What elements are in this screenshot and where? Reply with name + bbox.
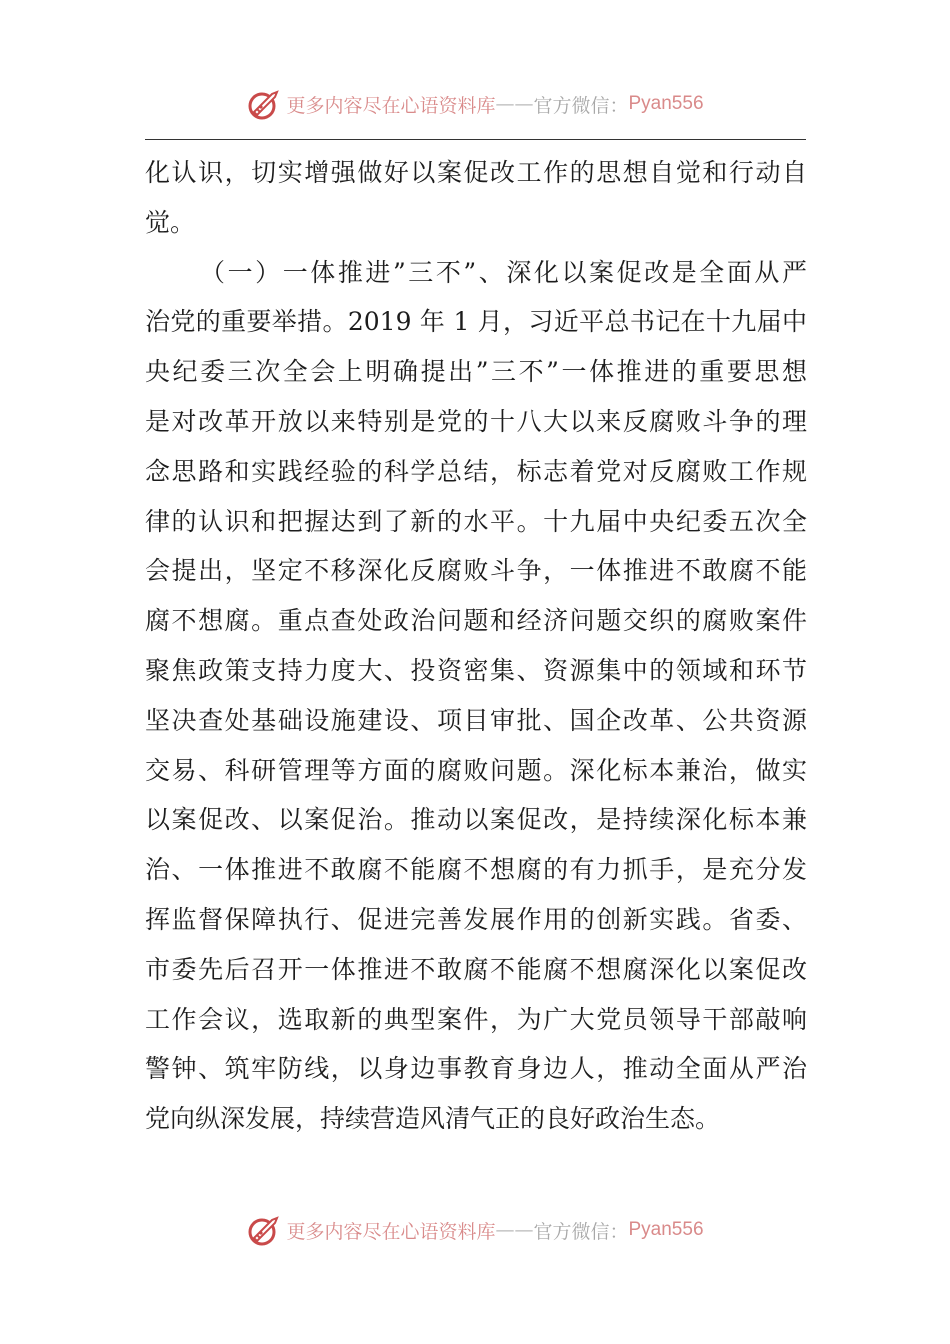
banner-wechat-label: 官方微信： (533, 94, 629, 117)
text-line: 工作会议，选取新的典型案件，为广大党员领导干部敲响 (145, 1004, 807, 1034)
banner-site-text: 更多内容尽在心语资料库 (286, 94, 496, 117)
text-line: 交易、科研管理等方面的腐败问题。深化标本兼治，做实 (145, 755, 807, 785)
text-line: 律的认识和把握达到了新的水平。十九届中央纪委五次全 (145, 506, 807, 536)
text-line: 央纪委三次全会上明确提出”三不”一体推进的重要思想 (145, 357, 807, 387)
header-divider (145, 139, 806, 140)
text-line: 市委先后召开一体推进不敢腐不能腐不想腐深化以案促改 (145, 954, 807, 984)
text-line: 以案促改、以案促治。推动以案促改，是持续深化标本兼 (145, 805, 807, 835)
banner-dash: —— (495, 1219, 534, 1241)
document-body (145, 148, 807, 1144)
text-line: 警钟、筑牢防线，以身边事教育身边人，推动全面从严治 (145, 1054, 807, 1084)
banner-wechat-id: Pyan556 (628, 93, 704, 114)
text-line: 聚焦政策支持力度大、投资密集、资源集中的领域和环节 (145, 655, 807, 685)
text-line: 治党的重要举措。2019 年 1 月，习近平总书记在十九届中 (145, 307, 807, 337)
text-line: 腐不想腐。重点查处政治问题和经济问题交织的腐败案件 (145, 606, 807, 636)
footer-banner (0, 1210, 950, 1250)
text-line: 觉。 (145, 207, 196, 237)
banner-dash: —— (495, 93, 534, 115)
pen-logo-icon (246, 1212, 282, 1248)
section-heading-line: （一）一体推进”三不”、深化以案促改是全面从严 (200, 257, 807, 287)
text-line: 化认识，切实增强做好以案促改工作的思想自觉和行动自 (145, 158, 807, 187)
text-line: 治、一体推进不敢腐不能腐不想腐的有力抓手，是充分发 (145, 855, 807, 885)
text-line: 党向纵深发展，持续营造风清气正的良好政治生态。 (145, 1104, 721, 1134)
banner-wechat-label: 官方微信： (533, 1220, 629, 1243)
text-line: 坚决查处基础设施建设、项目审批、国企改革、公共资源 (145, 705, 807, 735)
header-banner (0, 84, 950, 124)
banner-site-text: 更多内容尽在心语资料库 (286, 1220, 496, 1243)
text-line: 挥监督保障执行、促进完善发展作用的创新实践。省委、 (145, 904, 807, 934)
pen-logo-icon (246, 86, 282, 122)
text-line: 是对改革开放以来特别是党的十八大以来反腐败斗争的理 (145, 406, 807, 436)
text-line: 念思路和实践经验的科学总结，标志着党对反腐败工作规 (145, 456, 807, 486)
banner-wechat-id: Pyan556 (628, 1219, 704, 1240)
text-line: 会提出，坚定不移深化反腐败斗争，一体推进不敢腐不能 (145, 556, 807, 586)
